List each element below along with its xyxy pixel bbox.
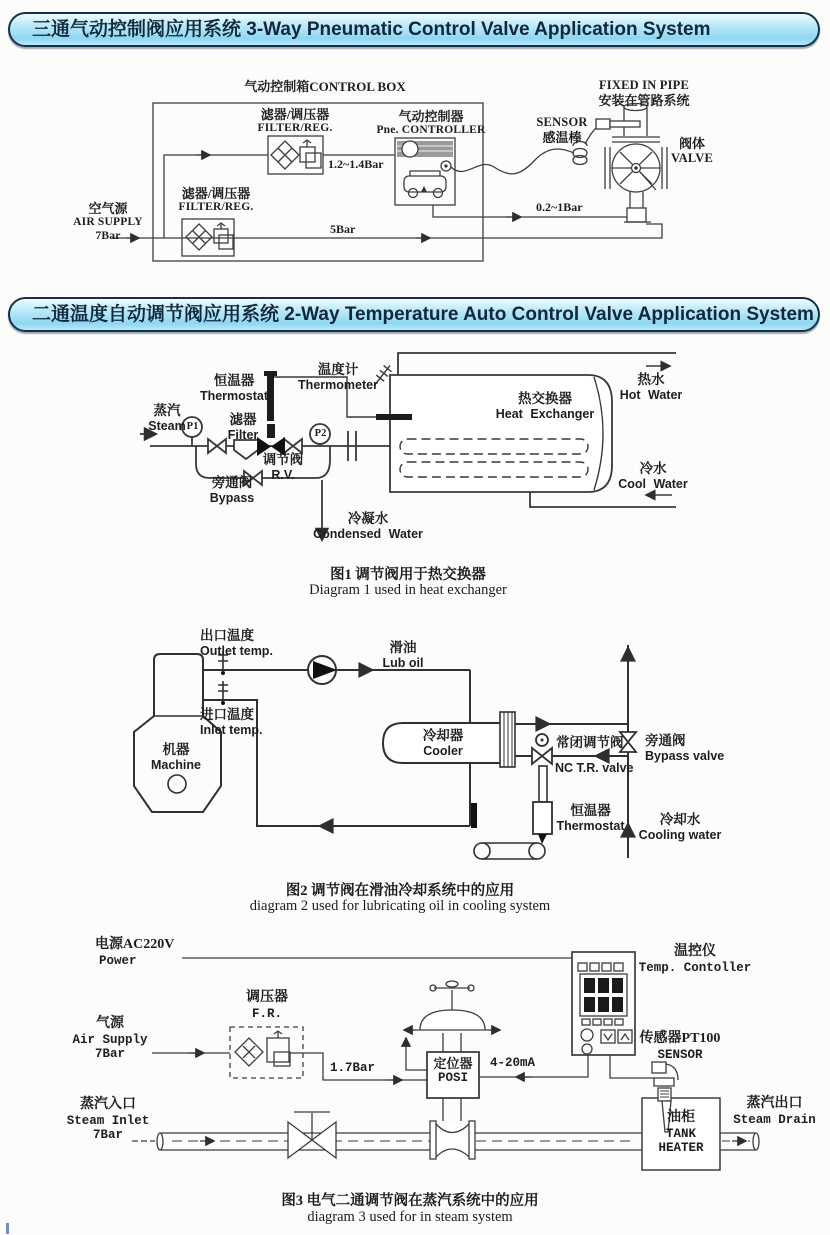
machine-label: 机器 Machine bbox=[150, 742, 201, 772]
sensor-label: SENSOR 感温棒 bbox=[536, 115, 588, 145]
pressure-out-label: 0.2~1Bar bbox=[536, 200, 583, 214]
positioner-label: 定位器 POSI bbox=[433, 1056, 473, 1086]
steam-inlet-label: 蒸汽入口 Steam Inlet 7Bar bbox=[66, 1097, 150, 1143]
thermostat-2-label: 恒温器 Thermostat bbox=[556, 803, 625, 833]
filter-reg-bottom-label: 滤器/调压器 FILTER/REG. bbox=[178, 186, 254, 214]
gauge-p1: P1 bbox=[186, 421, 199, 432]
caption-1-en: Diagram 1 used in heat exchanger bbox=[309, 582, 507, 598]
bypass-valve-label: 旁通阀 Bypass valve bbox=[645, 733, 725, 763]
cool-water-label: 冷水 Cool Water bbox=[618, 461, 688, 491]
section-header-2way: 二通温度自动调节阀应用系统 2-Way Temperature Auto Control Valve Application System bbox=[8, 297, 820, 332]
cooler-label: 冷却器 Cooler bbox=[422, 728, 464, 758]
fr-label: 调压器 F.R. bbox=[246, 990, 288, 1021]
section-header-3way: 三通气动控制阀应用系统 3-Way Pneumatic Control Valve Application System bbox=[8, 12, 820, 47]
control-box-label: 气动控制箱CONTROL BOX bbox=[244, 79, 406, 94]
hot-water-label: 热水 Hot Water bbox=[619, 372, 683, 402]
pressure-main-label: 5Bar bbox=[330, 222, 356, 236]
caption-2-en: diagram 2 used for lubricating oil in cooling system bbox=[249, 898, 551, 914]
ma-signal-label: 4-20mA bbox=[490, 1056, 536, 1070]
outlet-temp-label: 出口温度 Outlet temp. bbox=[200, 628, 273, 658]
air-supply-2-label: 气源 Air Supply 7Bar bbox=[72, 1016, 148, 1062]
nc-valve-cn-label: 常闭调节阀 bbox=[556, 735, 624, 750]
bypass-label: 旁通阀 Bypass bbox=[209, 475, 255, 505]
inlet-temp-label: 进口温度 Inlet temp. bbox=[200, 707, 263, 737]
power-label: 电源AC220V Power bbox=[95, 937, 175, 968]
steam-label: 蒸汽 Steam bbox=[148, 403, 186, 433]
filter-reg-top-label: 滤器/调压器 FILTER/REG. bbox=[257, 107, 333, 135]
gauge-p2: P2 bbox=[314, 428, 327, 439]
pressure-17-label: 1.7Bar bbox=[330, 1061, 376, 1075]
lub-oil-label: 滑油 Lub oil bbox=[382, 640, 424, 670]
thermostat-label: 恒温器 Thermostat bbox=[199, 373, 269, 403]
heat-exchanger-label: 热交换器 Heat Exchanger bbox=[495, 391, 595, 421]
pressure-mid-label: 1.2~1.4Bar bbox=[328, 157, 384, 171]
filter-label: 滤器 Filter bbox=[227, 412, 259, 442]
steam-drain-label: 蒸汽出口 Steam Drain bbox=[733, 1096, 816, 1127]
caption-1-cn: 图1 调节阀用于热交换器 bbox=[330, 567, 486, 583]
regulating-valve-label: 调节阀 R.V. bbox=[262, 452, 304, 482]
caption-3-cn: 图3 电气二通调节阀在蒸汽系统中的应用 bbox=[281, 1193, 539, 1209]
thermometer-label: 温度计 Thermometer bbox=[298, 362, 378, 392]
temp-controller-label: 温控仪 Temp. Contoller bbox=[638, 944, 752, 975]
caption-3-en: diagram 3 used for in steam system bbox=[307, 1209, 513, 1225]
cooling-water-label: 冷却水 Cooling water bbox=[638, 812, 722, 842]
scan-artifact bbox=[6, 1223, 9, 1234]
fixed-in-pipe-label: FIXED IN PIPE 安装在管路系统 bbox=[598, 78, 690, 108]
nc-valve-en-label: NC T.R. valve bbox=[555, 761, 634, 775]
pneumatic-controller-label: 气动控制器 Pne. CONTROLLER bbox=[376, 109, 486, 137]
valve-body-label: 阀体 VALVE bbox=[671, 136, 713, 166]
tank-heater-label: 油柜 TANK HEATER bbox=[658, 1110, 704, 1156]
condensed-water-label: 冷凝水 Condensed Water bbox=[313, 511, 423, 541]
caption-2-cn: 图2 调节阀在滑油冷却系统中的应用 bbox=[285, 883, 515, 899]
air-supply-label: 空气源 AIR SUPPLY 7Bar bbox=[73, 201, 143, 242]
pt100-sensor-label: 传感器PT100 SENSOR bbox=[639, 1031, 721, 1062]
